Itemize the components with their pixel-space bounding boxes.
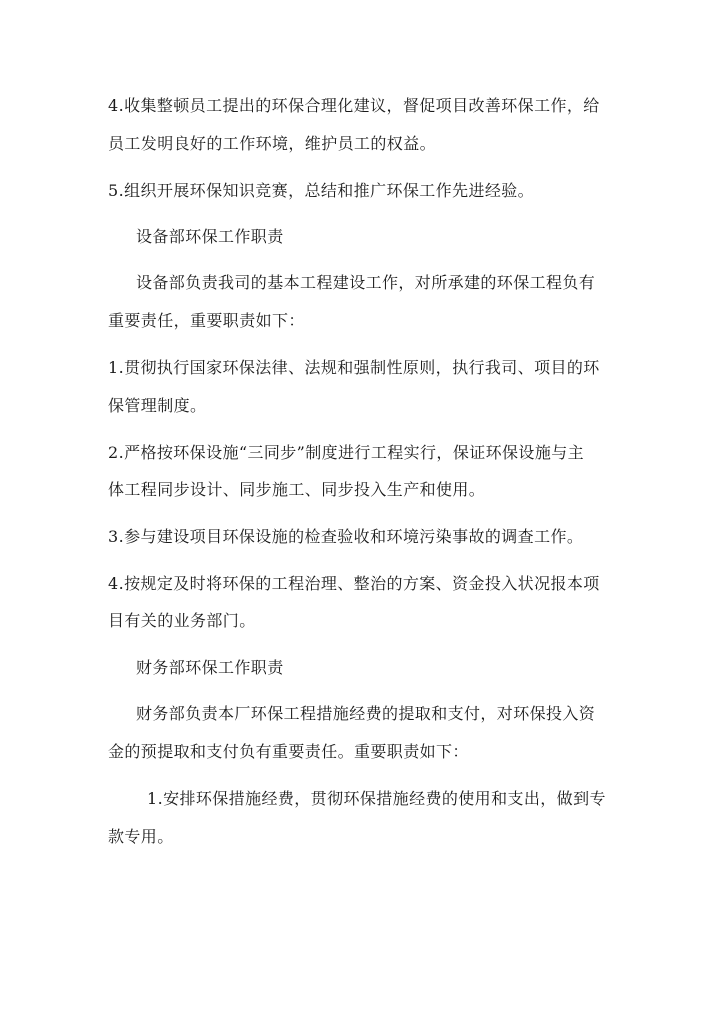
paragraph-equipment-intro-line-1: 设备部负责我司的基本工程建设工作，对所承建的环保工程负有 [136, 273, 596, 292]
paragraph-env-competition-line-1: 5.组织开展环保知识竞赛，总结和推广环保工作先进经验。 [108, 181, 535, 200]
paragraph-equipment-intro-line-2: 重要责任，重要职责如下： [108, 311, 305, 330]
section-heading-equipment: 设备部环保工作职责 [136, 227, 284, 246]
list-item-finance-1-line-2: 款专用。 [108, 827, 174, 846]
list-item-equipment-1-line-2: 保管理制度。 [108, 396, 207, 415]
list-item-equipment-4-line-1: 4.按规定及时将环保的工程治理、整治的方案、资金投入状况报本项 [108, 574, 600, 593]
list-item-equipment-2-line-2: 体工程同步设计、同步施工、同步投入生产和使用。 [108, 480, 486, 499]
paragraph-env-suggestions-line-1: 4.收集整顿员工提出的环保合理化建议，督促项目改善环保工作，给 [108, 96, 600, 115]
list-item-finance-1-line-1: 1.安排环保措施经费，贯彻环保措施经费的使用和支出，做到专 [147, 789, 606, 808]
list-item-equipment-1-line-1: 1.贯彻执行国家环保法律、法规和强制性原则，执行我司、项目的环 [108, 358, 600, 377]
paragraph-finance-intro-line-2: 金的预提取和支付负有重要责任。重要职责如下： [108, 742, 469, 761]
list-item-equipment-4-line-2: 目有关的业务部门。 [108, 611, 256, 630]
paragraph-env-suggestions-line-2: 员工发明良好的工作环境，维护员工的权益。 [108, 134, 437, 153]
paragraph-finance-intro-line-1: 财务部负责本厂环保工程措施经费的提取和支付，对环保投入资 [136, 704, 596, 723]
section-heading-finance: 财务部环保工作职责 [136, 658, 284, 677]
list-item-equipment-3-line-1: 3.参与建设项目环保设施的检查验收和环境污染事故的调查工作。 [108, 527, 584, 546]
list-item-equipment-2-line-1: 2.严格按环保设施“三同步”制度进行工程实行，保证环保设施与主 [108, 443, 585, 462]
